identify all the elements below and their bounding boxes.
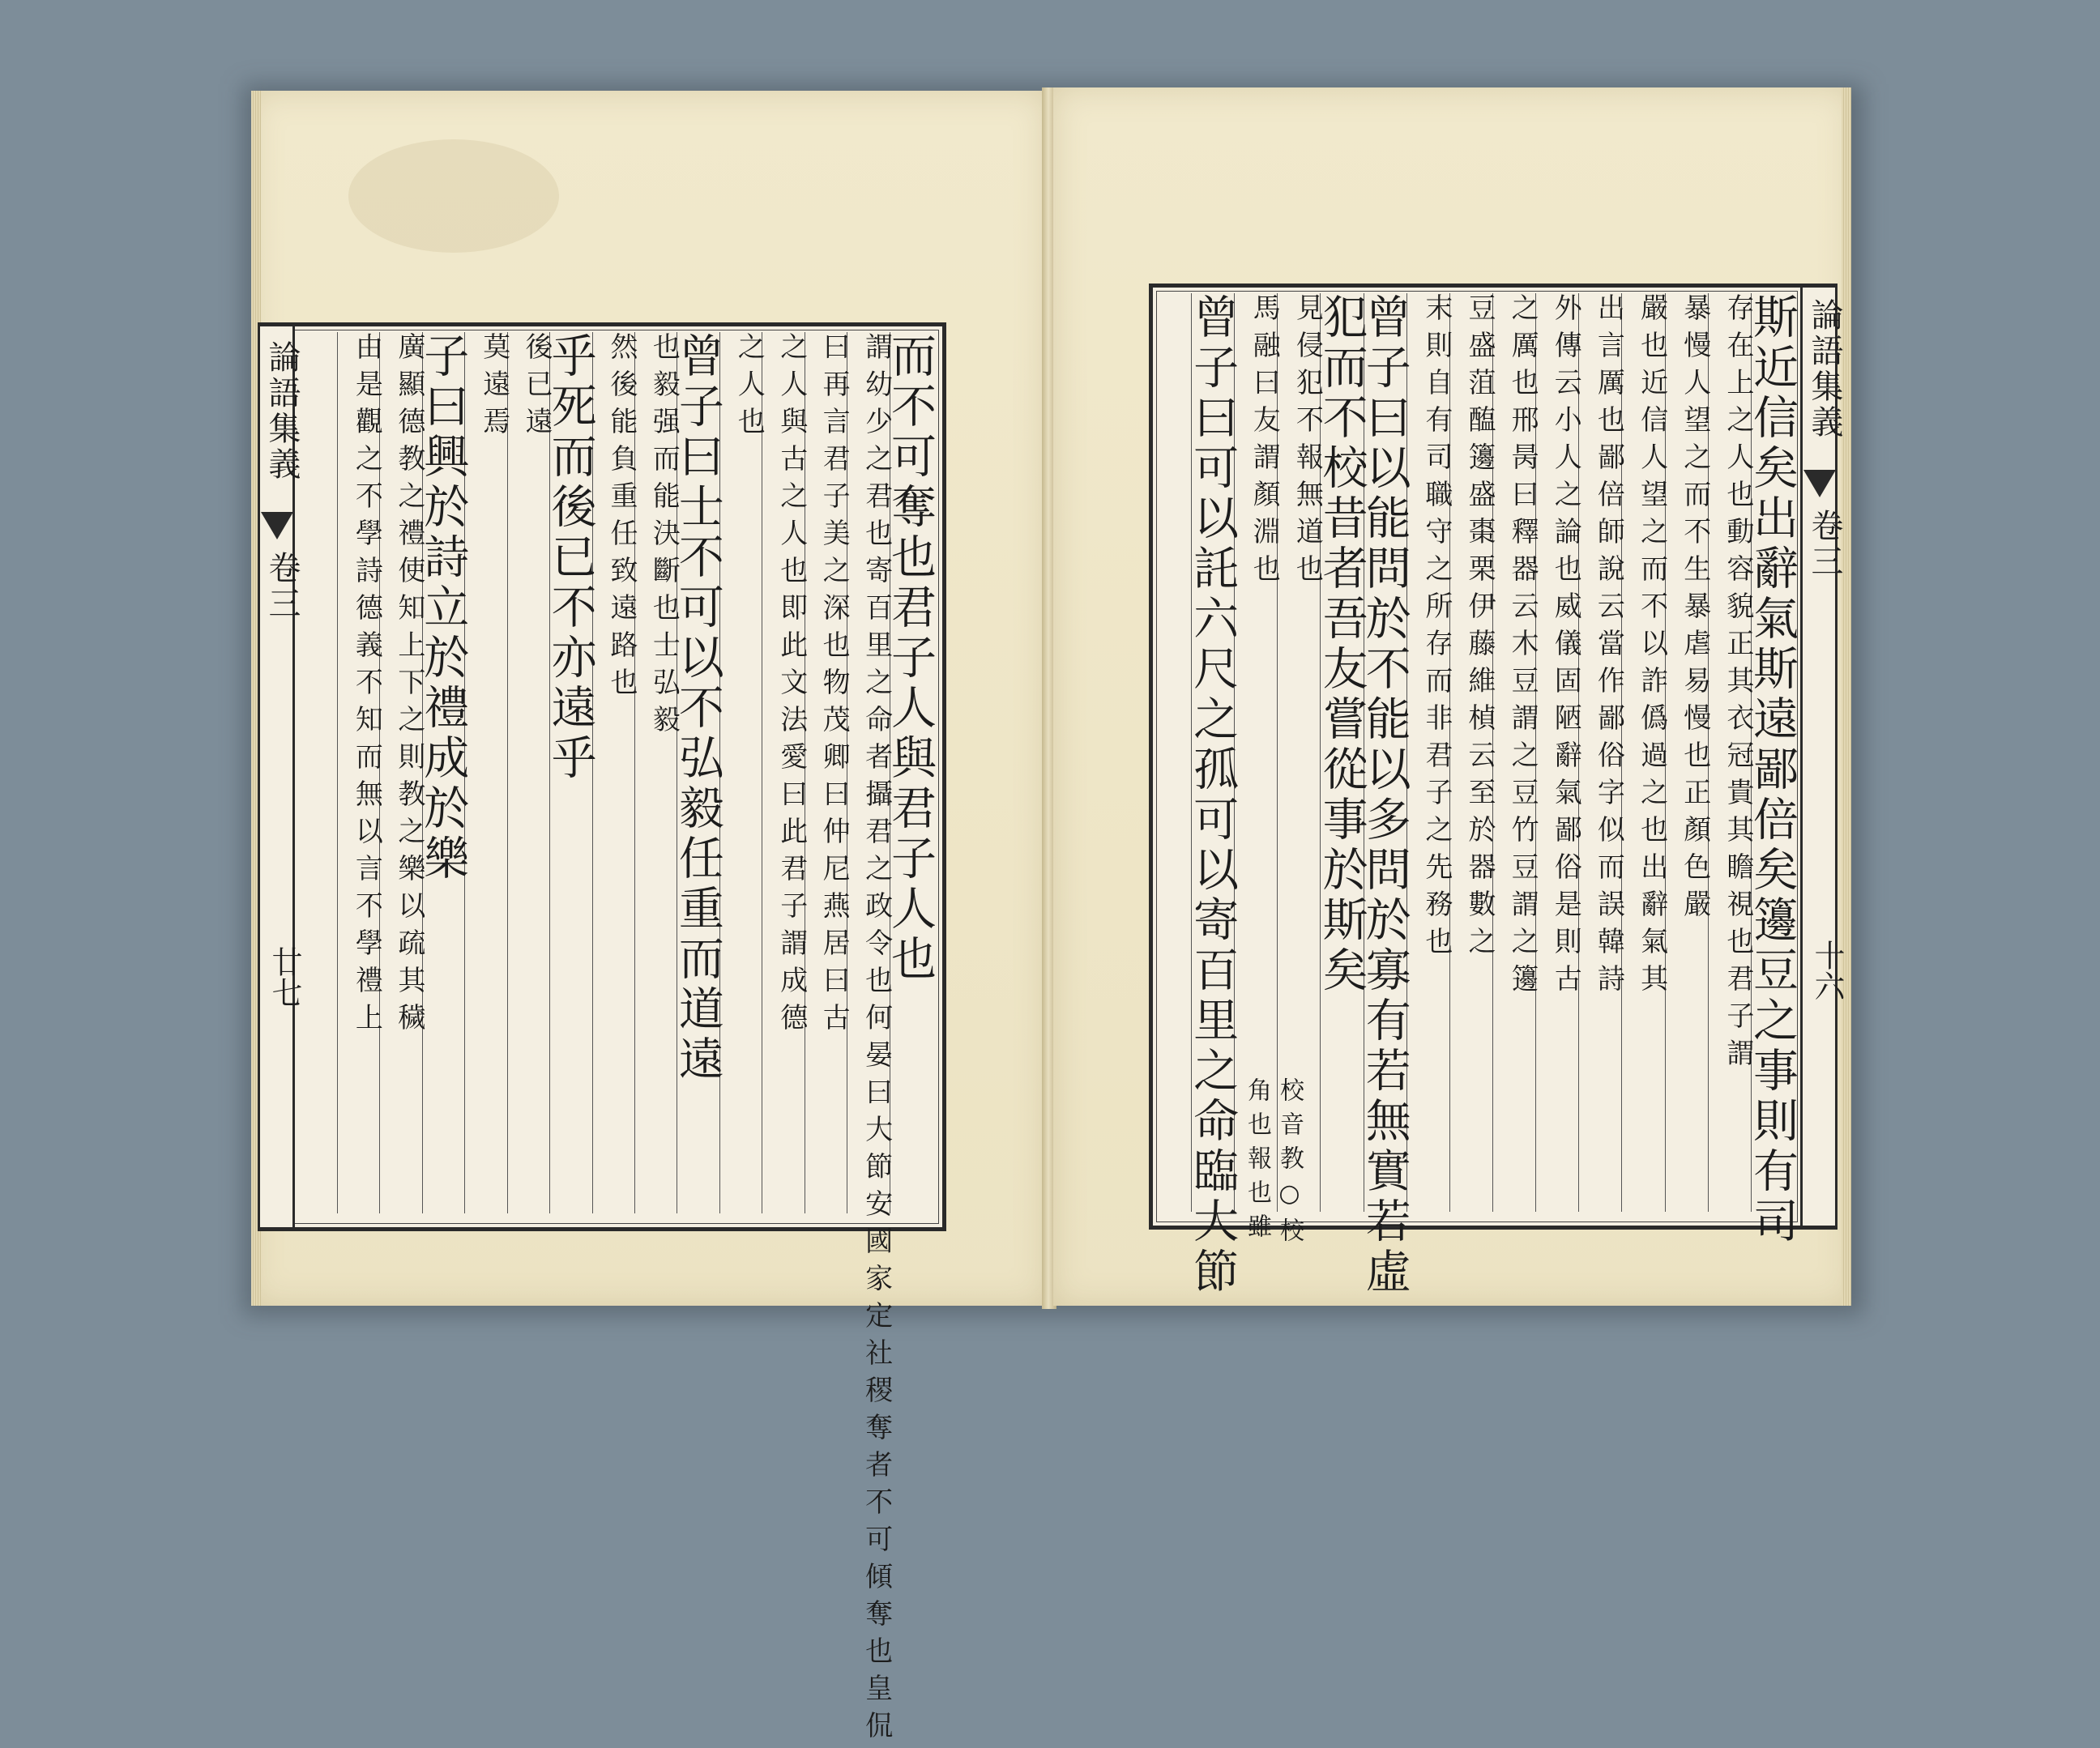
right-title-strip: 論語集義 bbox=[1806, 298, 1843, 441]
text-column: 之人也 bbox=[719, 332, 762, 1213]
text-column: 後已遠 bbox=[507, 332, 550, 1213]
annotation-right: 角也報也雖 bbox=[1243, 1077, 1271, 1247]
text-column: 曾子曰以能問於不能以多問於寡有若無實若虛 bbox=[1358, 293, 1411, 1298]
paper-stain bbox=[348, 139, 559, 253]
left-title-strip: 論語集義 bbox=[263, 340, 301, 483]
text-column: 曾子曰可以託六尺之孤可以寄百里之命臨大節 bbox=[1186, 293, 1240, 1298]
text-column: 見侵犯不報無道也 bbox=[1277, 293, 1321, 1212]
text-column: 豆盛菹醢籩盛棗栗伊藤維楨云至於器數之 bbox=[1449, 293, 1493, 1212]
text-column: 謂幼少之君也寄百里之命者攝君之政令也何晏曰大節安國家定社稷奪者不可傾奪也皇侃 bbox=[847, 332, 890, 1213]
left-volume-label: 卷三 bbox=[263, 551, 301, 622]
text-column: 犯而不校昔者吾友嘗從事於斯矣 bbox=[1320, 293, 1364, 1212]
text-column: 末則自有司職守之所存而非君子之先務也 bbox=[1406, 293, 1450, 1212]
text-column: 之人與古之人也即此文法愛曰此君子謂成德 bbox=[762, 332, 805, 1213]
annotation-left: 校音教○校 bbox=[1275, 1077, 1304, 1251]
page-edge-right bbox=[1842, 87, 1851, 1306]
text-column: 曾子曰士不可以不弘毅任重而道遠 bbox=[677, 332, 719, 1213]
left-folio-number: 廿七 bbox=[267, 946, 302, 1008]
text-column: 斯近信矣出辭氣斯遠鄙倍矣籩豆之事則有司 bbox=[1745, 293, 1799, 1247]
text-column: 之厲也邢昺曰釋器云木豆謂之豆竹豆謂之籩 bbox=[1492, 293, 1536, 1212]
right-folio-number: 十六 bbox=[1809, 940, 1845, 1001]
right-volume-label: 卷三 bbox=[1806, 509, 1843, 580]
text-column: 馬融曰友謂顏淵也 bbox=[1234, 293, 1278, 1212]
text-column: 暴慢人望之而不生暴虐易慢也正顏色嚴 bbox=[1665, 293, 1709, 1212]
text-column: 嚴也近信人望之而不以詐僞過之也出辭氣其 bbox=[1621, 293, 1665, 1212]
text-column: 也毅强而能決斷也士弘毅 bbox=[634, 332, 677, 1213]
text-column: 曰再言君子美之深也物茂卿曰仲尼燕居曰古 bbox=[805, 332, 847, 1213]
text-column: 乎死而後已不亦遠乎 bbox=[549, 332, 592, 1213]
text-column: 存在上之人也動容貌正其衣冠貴其瞻視也君子謂 bbox=[1708, 293, 1752, 1212]
text-column: 出言厲也鄙倍師說云當作鄙俗字似而誤韓詩 bbox=[1578, 293, 1622, 1212]
text-column: 廣顯德教之禮使知上下之則教之樂以疏其穢 bbox=[379, 332, 422, 1213]
text-column: 而不可奪也君子人與君子人也 bbox=[890, 332, 933, 1213]
text-column: 莫遠焉 bbox=[464, 332, 507, 1213]
text-column: 外傳云小人之論也威儀固陋辭氣鄙俗是則古 bbox=[1535, 293, 1579, 1212]
text-column: 然後能負重任致遠路也 bbox=[592, 332, 635, 1213]
text-column: 由是觀之不學詩德義不知而無以言不學禮上 bbox=[337, 332, 380, 1213]
text-column: 子曰興於詩立於禮成於樂 bbox=[422, 332, 465, 1213]
